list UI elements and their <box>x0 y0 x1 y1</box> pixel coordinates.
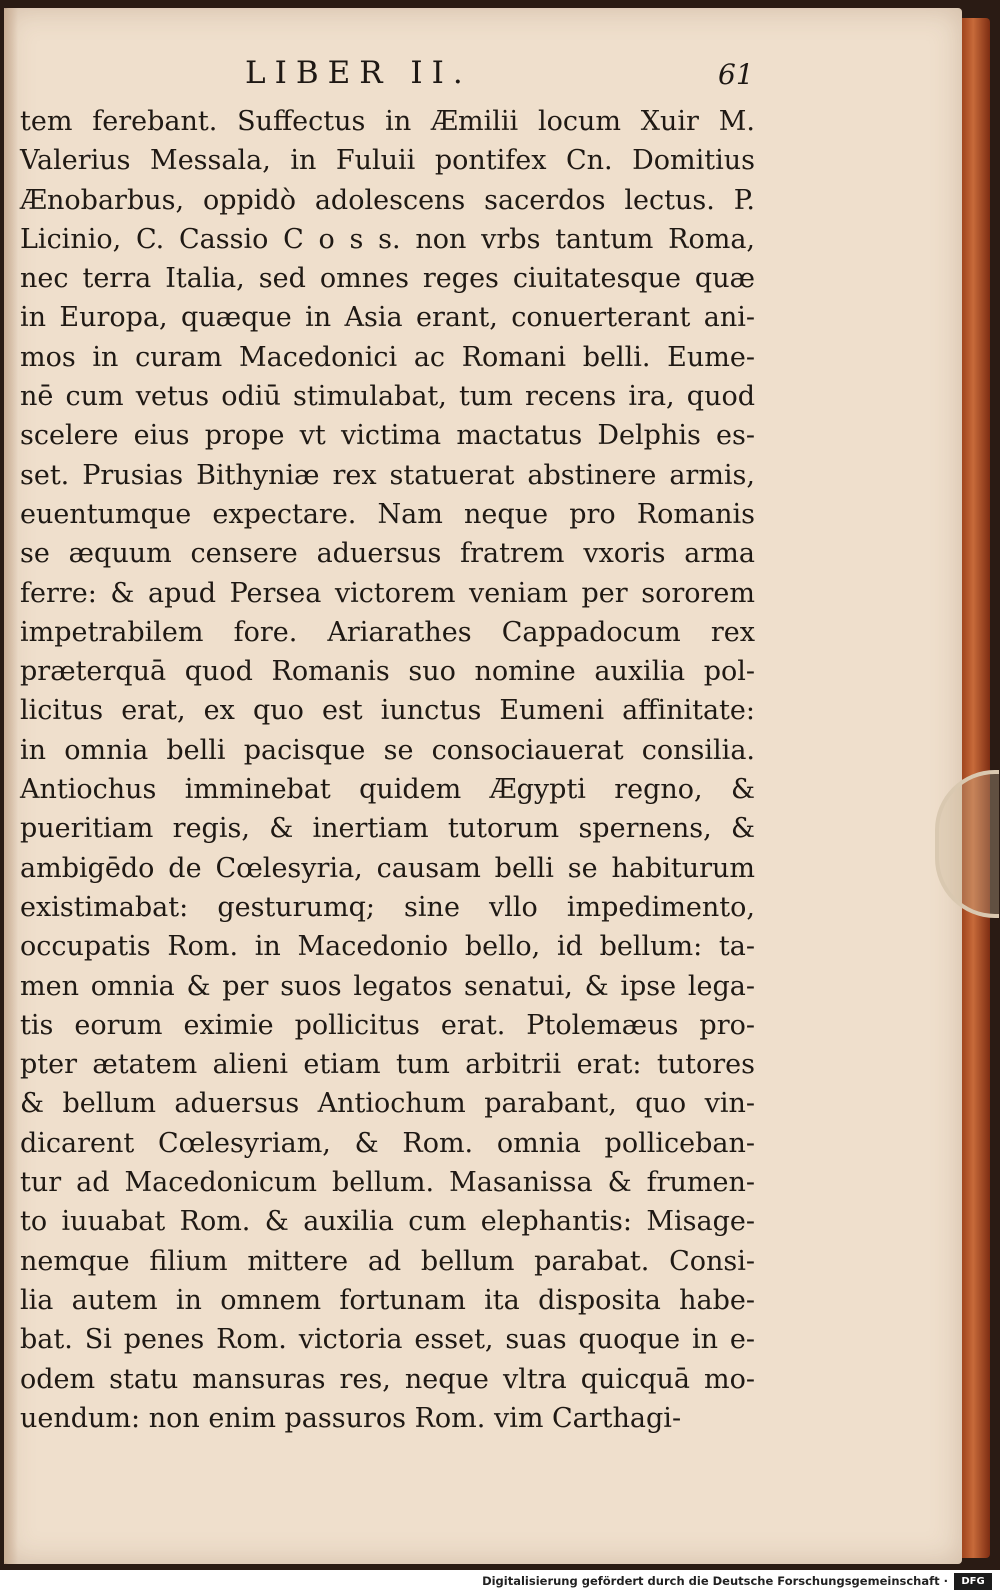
text-line: pueritiam regis, & inertiam tutorum spernens, & <box>20 813 755 845</box>
text-line: Licinio, C. Cassio C o s s. non vrbs tantum Roma, <box>20 223 755 255</box>
footer-bar <box>0 1570 1000 1594</box>
text-line: Valerius Messala, in Fuluii pontifex Cn. Domitius <box>20 145 755 177</box>
text-line: se æquum censere aduersus fratrem vxoris arma <box>20 538 755 570</box>
text-line: nemque filium mittere ad bellum parabat. Consi- <box>20 1245 755 1277</box>
text-line: mos in curam Macedonici ac Romani belli. Eume- <box>20 341 755 373</box>
text-line: Antiochus imminebat quidem Ægypti regno, & <box>20 774 755 806</box>
text-line: impetrabilem fore. Ariarathes Cappadocum rex <box>20 616 755 648</box>
text-line: men omnia & per suos legatos senatui, & ipse lega- <box>20 970 755 1002</box>
text-line: existimabat: gesturumq; sine vllo impedimento, <box>20 891 755 923</box>
text-line: set. Prusias Bithyniæ rex statuerat abstinere armis, <box>20 459 755 491</box>
text-line: uendum: non enim passuros Rom. vim Carthagi- <box>20 1402 682 1434</box>
text-line: dicarent Cœlesyriam, & Rom. omnia polliceban- <box>20 1127 755 1159</box>
text-line: præterquā quod Romanis suo nomine auxilia pol- <box>20 656 755 688</box>
page-number: 61 <box>718 58 754 91</box>
text-line: occupatis Rom. in Macedonio bello, id bellum: ta- <box>20 931 755 963</box>
text-line: ambigēdo de Cœlesyria, causam belli se habiturum <box>20 852 755 884</box>
text-line: euentumque expectare. Nam neque pro Romanis <box>20 498 755 530</box>
text-line: nec terra Italia, sed omnes reges ciuitatesque quæ <box>20 263 755 295</box>
page-gutter <box>4 8 18 1564</box>
text-line: scelere eius prope vt victima mactatus Delphis es- <box>20 420 755 452</box>
text-line: odem statu mansuras res, neque vltra quicquā mo- <box>20 1363 755 1395</box>
running-head: LIBER II. <box>245 55 472 91</box>
dfg-credit: Digitalisierung gefördert durch die Deutsche Forschungsgemeinschaft · <box>482 1574 948 1588</box>
text-line: in omnia belli pacisque se consociauerat consilia. <box>20 734 755 766</box>
text-line: in Europa, quæque in Asia erant, conuerterant ani- <box>20 302 755 334</box>
body-text <box>20 102 755 1438</box>
dfg-logo: DFG <box>954 1573 992 1590</box>
text-line: licitus erat, ex quo est iunctus Eumeni affinitate: <box>20 695 755 727</box>
text-line: tem ferebant. Suffectus in Æmilii locum Xuir M. <box>20 106 755 137</box>
text-line: ferre: & apud Persea victorem veniam per sororem <box>20 577 755 609</box>
text-line: tis eorum eximie pollicitus erat. Ptolemæus pro- <box>20 1009 755 1041</box>
text-line: bat. Si penes Rom. victoria esset, suas quoque in e- <box>20 1324 755 1356</box>
text-line: tur ad Macedonicum bellum. Masanissa & frumen- <box>20 1167 755 1199</box>
text-line: & bellum aduersus Antiochum parabant, quo vin- <box>20 1088 755 1120</box>
text-line: to iuuabat Rom. & auxilia cum elephantis: Misage- <box>20 1206 755 1238</box>
text-line: lia autem in omnem fortunam ita disposita habe- <box>20 1284 755 1316</box>
text-line: nē cum vetus odiū stimulabat, tum recens ira, quod <box>20 381 755 413</box>
text-line: Ænobarbus, oppidò adolescens sacerdos lectus. P. <box>20 184 755 216</box>
text-line: pter ætatem alieni etiam tum arbitrii erat: tutores <box>20 1049 755 1081</box>
